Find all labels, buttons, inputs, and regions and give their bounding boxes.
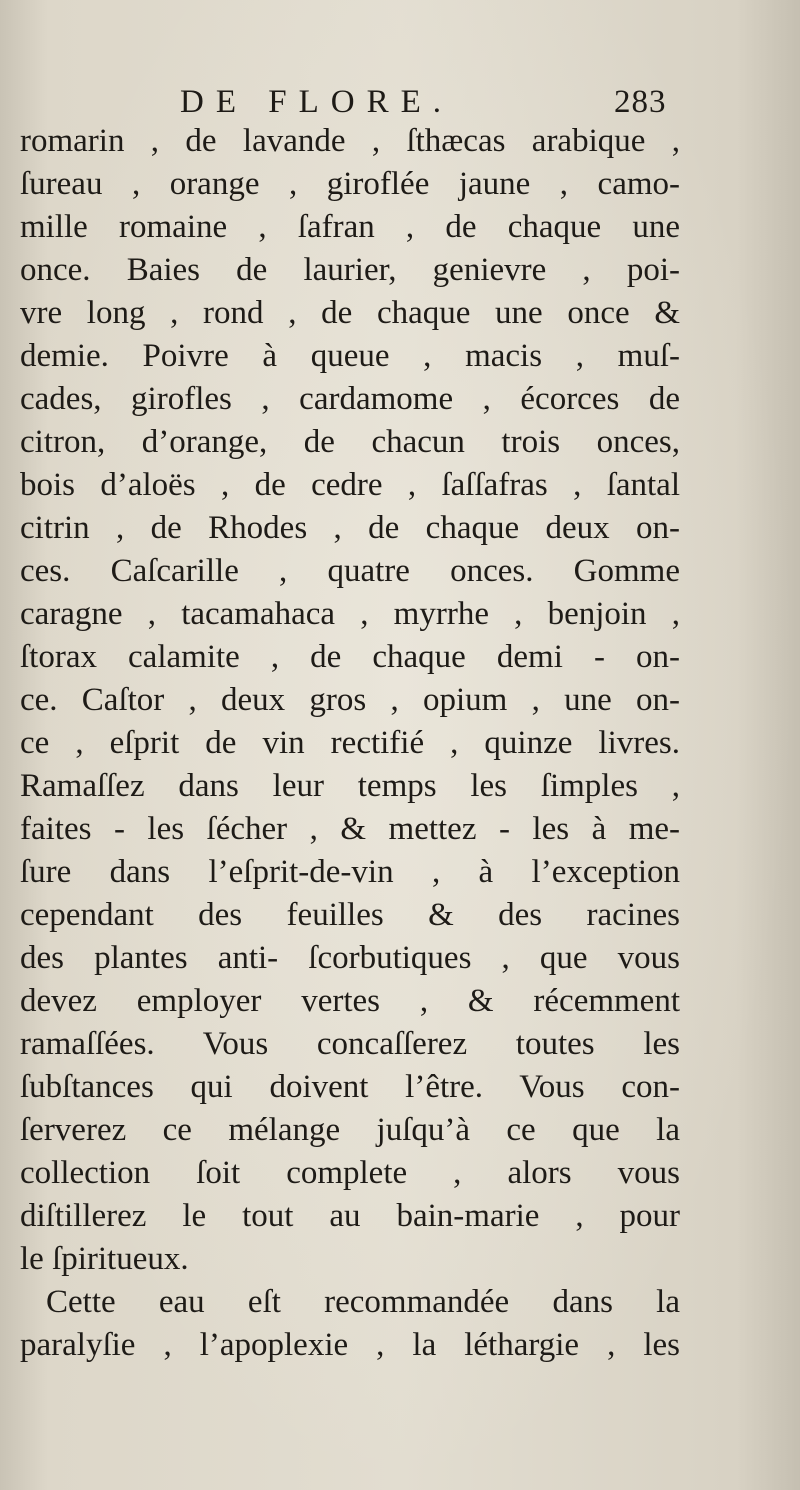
text-line: cependant des feuilles & des racines xyxy=(20,897,680,933)
text-line: romarin , de lavande , ſthæcas arabique , xyxy=(20,123,680,159)
text-line: ſubſtances qui doivent l’être. Vous con- xyxy=(20,1069,680,1105)
running-head xyxy=(0,80,800,124)
running-head-title: DE FLORE. xyxy=(180,84,453,120)
text-line: ſerverez ce mélange juſqu’à ce que la xyxy=(20,1112,680,1148)
text-line: paralyſie , l’apoplexie , la léthargie , les xyxy=(20,1327,680,1363)
paragraph-start-line: Cette eau eſt recommandée dans la xyxy=(46,1284,680,1320)
text-line: mille romaine , ſafran , de chaque une xyxy=(20,209,680,245)
text-line: faites - les ſécher , & mettez - les à me- xyxy=(20,811,680,847)
text-line: demie. Poivre à queue , macis , muſ- xyxy=(20,338,680,374)
text-line: ſtorax calamite , de chaque demi - on- xyxy=(20,639,680,675)
page-number: 283 xyxy=(614,84,667,120)
text-line: collection ſoit complete , alors vous xyxy=(20,1155,680,1191)
text-line: cades, girofles , cardamome , écorces de xyxy=(20,381,680,417)
paragraph-end-line: le ſpiritueux. xyxy=(20,1241,189,1277)
text-line: ſure dans l’eſprit-de-vin , à l’exception xyxy=(20,854,680,890)
text-line: ces. Caſcarille , quatre onces. Gomme xyxy=(20,553,680,589)
text-line: diſtillerez le tout au bain-marie , pour xyxy=(20,1198,680,1234)
text-line: citrin , de Rhodes , de chaque deux on- xyxy=(20,510,680,546)
text-line: ce , eſprit de vin rectifié , quinze livres. xyxy=(20,725,680,761)
text-line: vre long , rond , de chaque une once & xyxy=(20,295,680,331)
body-text xyxy=(20,120,680,1367)
text-line: once. Baies de laurier, genievre , poi- xyxy=(20,252,680,288)
text-line: citron, d’orange, de chacun trois onces, xyxy=(20,424,680,460)
text-line: ce. Caſtor , deux gros , opium , une on- xyxy=(20,682,680,718)
text-line: caragne , tacamahaca , myrrhe , benjoin , xyxy=(20,596,680,632)
text-line: des plantes anti- ſcorbutiques , que vous xyxy=(20,940,680,976)
text-line: bois d’aloës , de cedre , ſaſſafras , ſantal xyxy=(20,467,680,503)
text-line: Ramaſſez dans leur temps les ſimples , xyxy=(20,768,680,804)
text-line: ſureau , orange , giroflée jaune , camo- xyxy=(20,166,680,202)
text-line: devez employer vertes , & récemment xyxy=(20,983,680,1019)
text-line: ramaſſées. Vous concaſſerez toutes les xyxy=(20,1026,680,1062)
